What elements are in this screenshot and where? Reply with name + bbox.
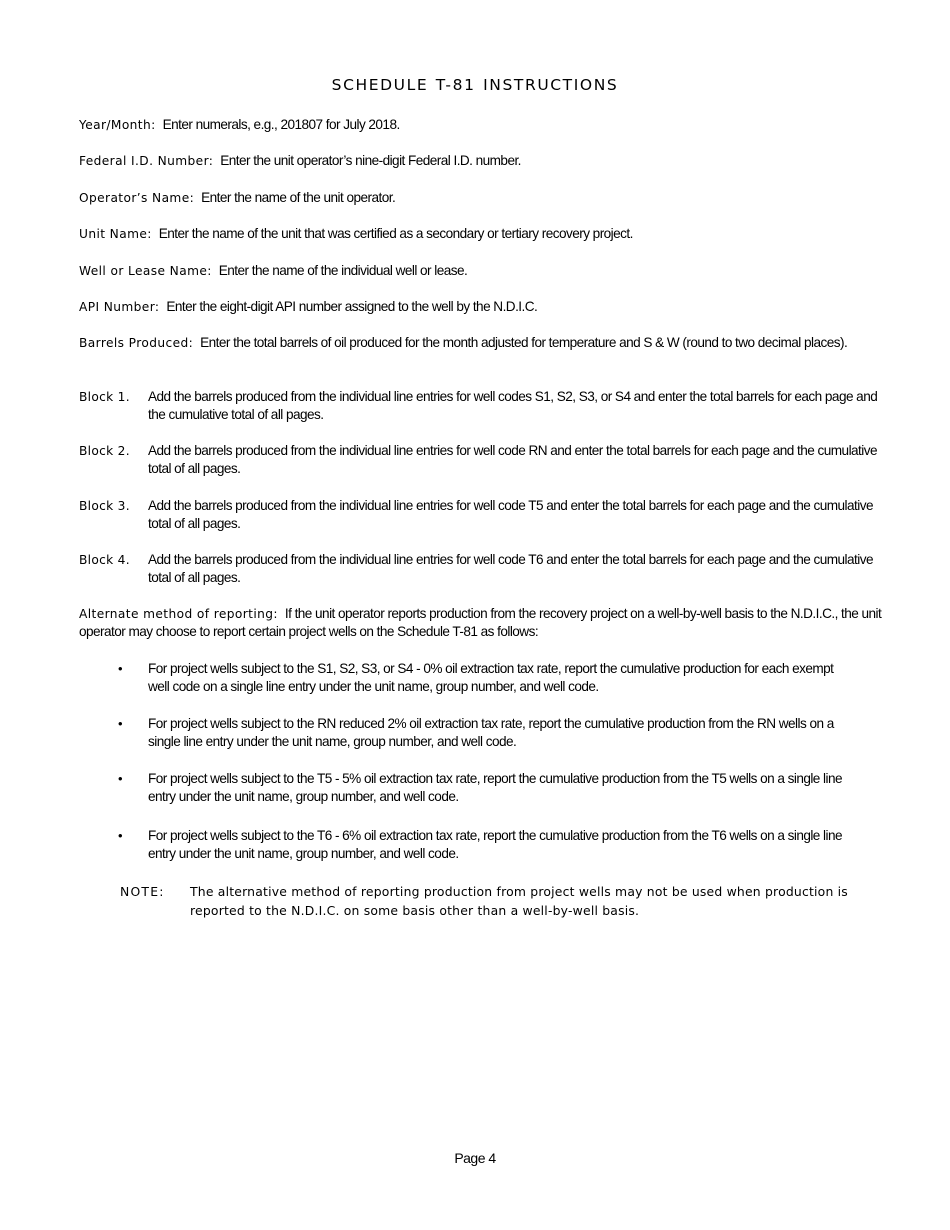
bullet-icon: • bbox=[118, 716, 123, 731]
page-title: SCHEDULE T-81 INSTRUCTIONS bbox=[331, 76, 619, 94]
bullet-icon: • bbox=[118, 661, 123, 676]
field-label: Unit Name: bbox=[79, 227, 152, 241]
field-label: Year/Month: bbox=[79, 118, 156, 132]
field-api-number bbox=[79, 298, 899, 316]
field-text: Enter the unit operator’s nine-digit Federal I.D. number. bbox=[220, 153, 521, 168]
bullet-text: For project wells subject to the RN reduced 2% oil extraction tax rate, report the cumulative production from the RN wells on a single line entry under the unit name, group number, and well code. bbox=[148, 716, 834, 749]
field-text: Enter the name of the unit that was certified as a secondary or tertiary recovery project. bbox=[158, 226, 633, 241]
block-label: Block 3. bbox=[79, 499, 130, 513]
field-well-lease-name bbox=[79, 262, 899, 280]
block-text: Add the barrels produced from the individual line entries for well code RN and enter the total barrels for each page and the cumulative total of all pages. bbox=[148, 443, 877, 476]
bullet-icon: • bbox=[118, 828, 123, 843]
bullet-text: For project wells subject to the S1, S2, S3, or S4 - 0% oil extraction tax rate, report the cumulative production for each exempt well code on a single line entry under the unit name, group number, and well code. bbox=[148, 661, 834, 694]
field-text: Enter the total barrels of oil produced for the month adjusted for temperature and S & W (round to two decimal places). bbox=[200, 335, 848, 350]
bullet-icon: • bbox=[118, 771, 123, 786]
alternate-method bbox=[79, 605, 899, 641]
block-label: Block 4. bbox=[79, 553, 130, 567]
field-federal-id bbox=[79, 152, 899, 170]
page-number: Page 4 bbox=[454, 1150, 496, 1166]
field-label: Well or Lease Name: bbox=[79, 264, 212, 278]
field-label: Federal I.D. Number: bbox=[79, 154, 214, 168]
bullet-text: For project wells subject to the T6 - 6% oil extraction tax rate, report the cumulative production from the T6 wells on a single line entry under the unit name, group number, and well code. bbox=[148, 828, 843, 861]
field-text: Enter numerals, e.g., 201807 for July 2018. bbox=[162, 117, 400, 132]
alternate-label: Alternate method of reporting: bbox=[79, 607, 278, 621]
field-operator-name bbox=[79, 189, 899, 207]
field-label: API Number: bbox=[79, 300, 160, 314]
block-text: Add the barrels produced from the individual line entries for well codes S1, S2, S3, or S4 and enter the total barrels for each page and the cumulative total of all pages. bbox=[148, 389, 878, 422]
note-label: NOTE: bbox=[120, 884, 165, 899]
field-barrels-produced bbox=[79, 334, 899, 352]
block-text: Add the barrels produced from the individual line entries for well code T6 and enter the total barrels for each page and the cumulative total of all pages. bbox=[148, 552, 873, 585]
block-text: Add the barrels produced from the individual line entries for well code T5 and enter the total barrels for each page and the cumulative total of all pages. bbox=[148, 498, 873, 531]
field-label: Operator’s Name: bbox=[79, 191, 195, 205]
field-text: Enter the name of the individual well or lease. bbox=[218, 263, 468, 278]
block-label: Block 2. bbox=[79, 444, 130, 458]
field-year-month bbox=[79, 116, 899, 134]
field-label: Barrels Produced: bbox=[79, 336, 194, 350]
note-text: The alternative method of reporting production from project wells may not be used when production is reported to the N.D.I.C. on some basis other than a well-by-well basis. bbox=[190, 884, 848, 918]
field-text: Enter the name of the unit operator. bbox=[201, 190, 396, 205]
field-text: Enter the eight-digit API number assigned to the well by the N.D.I.C. bbox=[166, 299, 538, 314]
bullet-text: For project wells subject to the T5 - 5% oil extraction tax rate, report the cumulative production from the T5 wells on a single line entry under the unit name, group number, and well code. bbox=[148, 771, 843, 804]
alternate-text: If the unit operator reports production from the recovery project on a well-by-well basis to the N.D.I.C., the unit operator may choose to report certain project wells on the Schedule T-81 as follows: bbox=[79, 606, 882, 639]
block-label: Block 1. bbox=[79, 390, 130, 404]
field-unit-name bbox=[79, 225, 899, 243]
